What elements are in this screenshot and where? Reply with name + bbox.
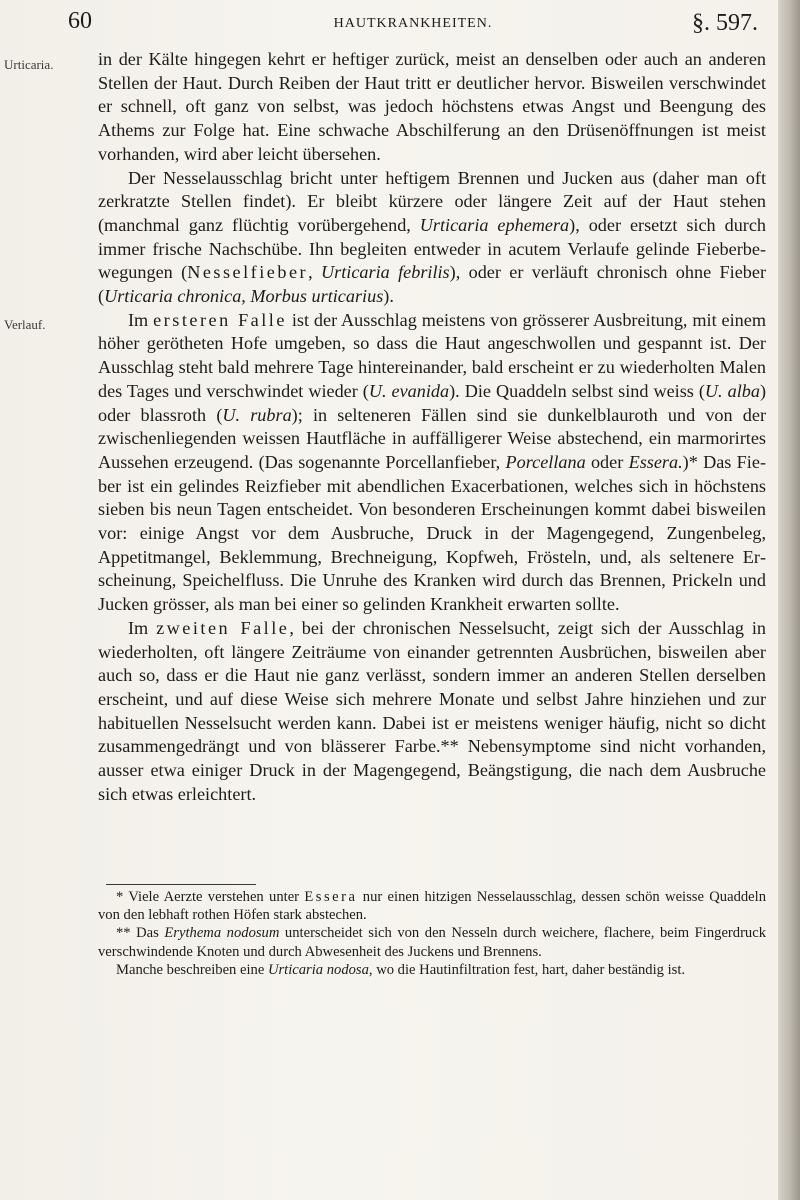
text-run: nur einen hitzigen Nesselausschlag, dessen schön weisse Quaddeln von den lebhaft rothen Höfen stark abstechen.	[98, 889, 766, 924]
text-run: wo die Hautinfiltration fest, hart, daher beständig ist.	[372, 961, 686, 978]
paragraph-4	[98, 617, 766, 807]
text-run: ). Die Quaddeln selbst sind weiss (	[449, 380, 705, 401]
latin-term: Erythema nodosum	[164, 925, 280, 942]
text-run: ), oder er verläuft chronisch ohne Fieber (	[98, 262, 766, 307]
spaced-term: Essera	[304, 889, 358, 905]
body-text	[98, 48, 766, 807]
latin-term: U. evanida	[368, 380, 450, 401]
latin-term: Urticaria chronica, Morbus urticarius	[104, 286, 384, 307]
section-number: §. 597.	[692, 10, 758, 36]
text-run: ist der Ausschlag meistens von grösserer Ausbreitung, mit einem höher gerötheten Hofe umgeben, so dass die Haut angeschwollen und gespannt ist. Der Ausschlag steht bald mehrere Tage hintereinander, bald erscheint er zu wiederholten Malen des Tages und verschwindet wieder (	[98, 309, 766, 401]
text-run: ,	[308, 262, 322, 283]
footnote-1	[98, 888, 766, 924]
footnote-2	[98, 924, 766, 960]
margin-note-urticaria: Urticaria.	[4, 57, 54, 72]
margin-note-verlauf: Verlauf.	[4, 317, 46, 332]
footnote-divider	[106, 884, 256, 885]
text-run: oder	[585, 451, 629, 472]
latin-term: U. alba	[704, 380, 760, 401]
text-run: , bei der chronischen Nesselsucht, zeigt sich der Ausschlag in wiederholten, oft längere Zeiträume von einander getrennten Ausbrüchen, bisweilen aber auch so, dass er die Haut nie ganz verlässt, sondern immer an anderen Stellen derselben erscheint, und auf diese Weise sich mehrere Monate und selbst Jahre hinziehen und zur habituellen Nesselsucht werden kann. Dabei ist er meistens weniger häufig, nicht so dicht zusammengedrängt und von blässerer Farbe.** Nebensymptome sind nicht vorhanden, ausser etwa einiger Druck in der Magengegend, Beängstigung, die nach dem Ausbruche sich etwas erleichtert.	[98, 617, 766, 804]
spaced-term: zweiten Falle	[156, 617, 290, 638]
footnotes	[98, 888, 766, 979]
text-run: ), oder ersetzt sich durch immer frische Nachschübe. Ihn begleiten entweder in acutem Verlaufe gelinde Fieberbewegungen (	[98, 214, 767, 283]
spaced-term: Nesselfieber	[187, 262, 309, 283]
book-spine-edge	[778, 0, 800, 1200]
text-run: * Viele Aerzte verstehen unter	[116, 889, 305, 905]
paragraph-2	[98, 167, 766, 309]
latin-term: Urticaria febrilis	[321, 262, 450, 283]
text-run: Im	[128, 617, 157, 638]
text-run: )* Das Fieber ist ein gelindes Reizfieber mit abendlichen Exacerbationen, welches sich in höchstens sieben bis neun Tagen entscheidet. Von besonderen Erscheinungen kommt dabei bisweilen vor: einige Angst vor dem Ausbruche, Druck in der Magengegend, Zungenbeleg, Appetitmangel, Beklemmung, Brechneigung, Kopfweh, Frösteln, und, als seltenere Erscheinung, Speichelfluss. Die Unruhe des Kranken wird durch das Brennen, Prickeln und Jucken grösser, als man bei einer so gelinden Krankheit erwarten sollte.	[98, 451, 766, 615]
text-run: ); in selteneren Fällen sind sie dunkelblauroth und von der zwischenliegenden weissen Hautfläche in auffälligerer Weise abstechend, ein marmorirtes Aussehen erzeugend. (Das sogenannte Porcellanfieber,	[98, 404, 767, 472]
footnote-3	[98, 961, 766, 979]
spaced-term: ersteren Falle	[153, 309, 287, 330]
latin-term: Essera.	[628, 451, 683, 472]
text-run: ).	[383, 286, 394, 307]
text-run: ** Das	[116, 925, 165, 942]
paragraph-3	[98, 309, 766, 617]
paragraph-1	[98, 48, 766, 167]
text-run: Im	[128, 309, 154, 330]
latin-term: Urticaria nodosa,	[267, 961, 373, 978]
latin-term: Urticaria ephemera	[419, 214, 570, 235]
page-header	[68, 8, 758, 44]
latin-term: Porcellana	[505, 451, 586, 472]
latin-term: U. rubra	[222, 404, 292, 425]
page-number: 60	[68, 8, 92, 34]
text-run: ) oder blassroth (	[98, 380, 766, 425]
text-run: Manche beschreiben eine	[116, 961, 268, 978]
text-run: Der Nesselausschlag bricht unter heftigem Brennen und Jucken aus (daher man oft zerkratzte Stellen findet). Er bleibt kürzere oder längere Zeit auf der Haut stehen (manchmal ganz flüchtig vorübergehend,	[98, 167, 766, 235]
running-title: HAUTKRANKHEITEN.	[333, 16, 493, 31]
paragraph-1-text: in der Kälte hingegen kehrt er heftiger zurück, meist an denselben oder auch an anderen Stellen der Haut. Durch Reiben der Haut tritt er deutlicher hervor. Bisweilen verschwindet er schnell, oft ganz von selbst, was jedoch höchstens etwas Angst und Beengung des Athems zur Folge hat. Eine schwache Abschilferung an den Drüsenöffnungen ist meist vorhanden, wird aber leicht übersehen.	[98, 49, 766, 164]
text-run: unterscheidet sich von den Nesseln durch weichere, flachere, beim Fingerdruck verschwindende Knoten und durch Abwesenheit des Juckens und Brennens.	[98, 925, 767, 960]
